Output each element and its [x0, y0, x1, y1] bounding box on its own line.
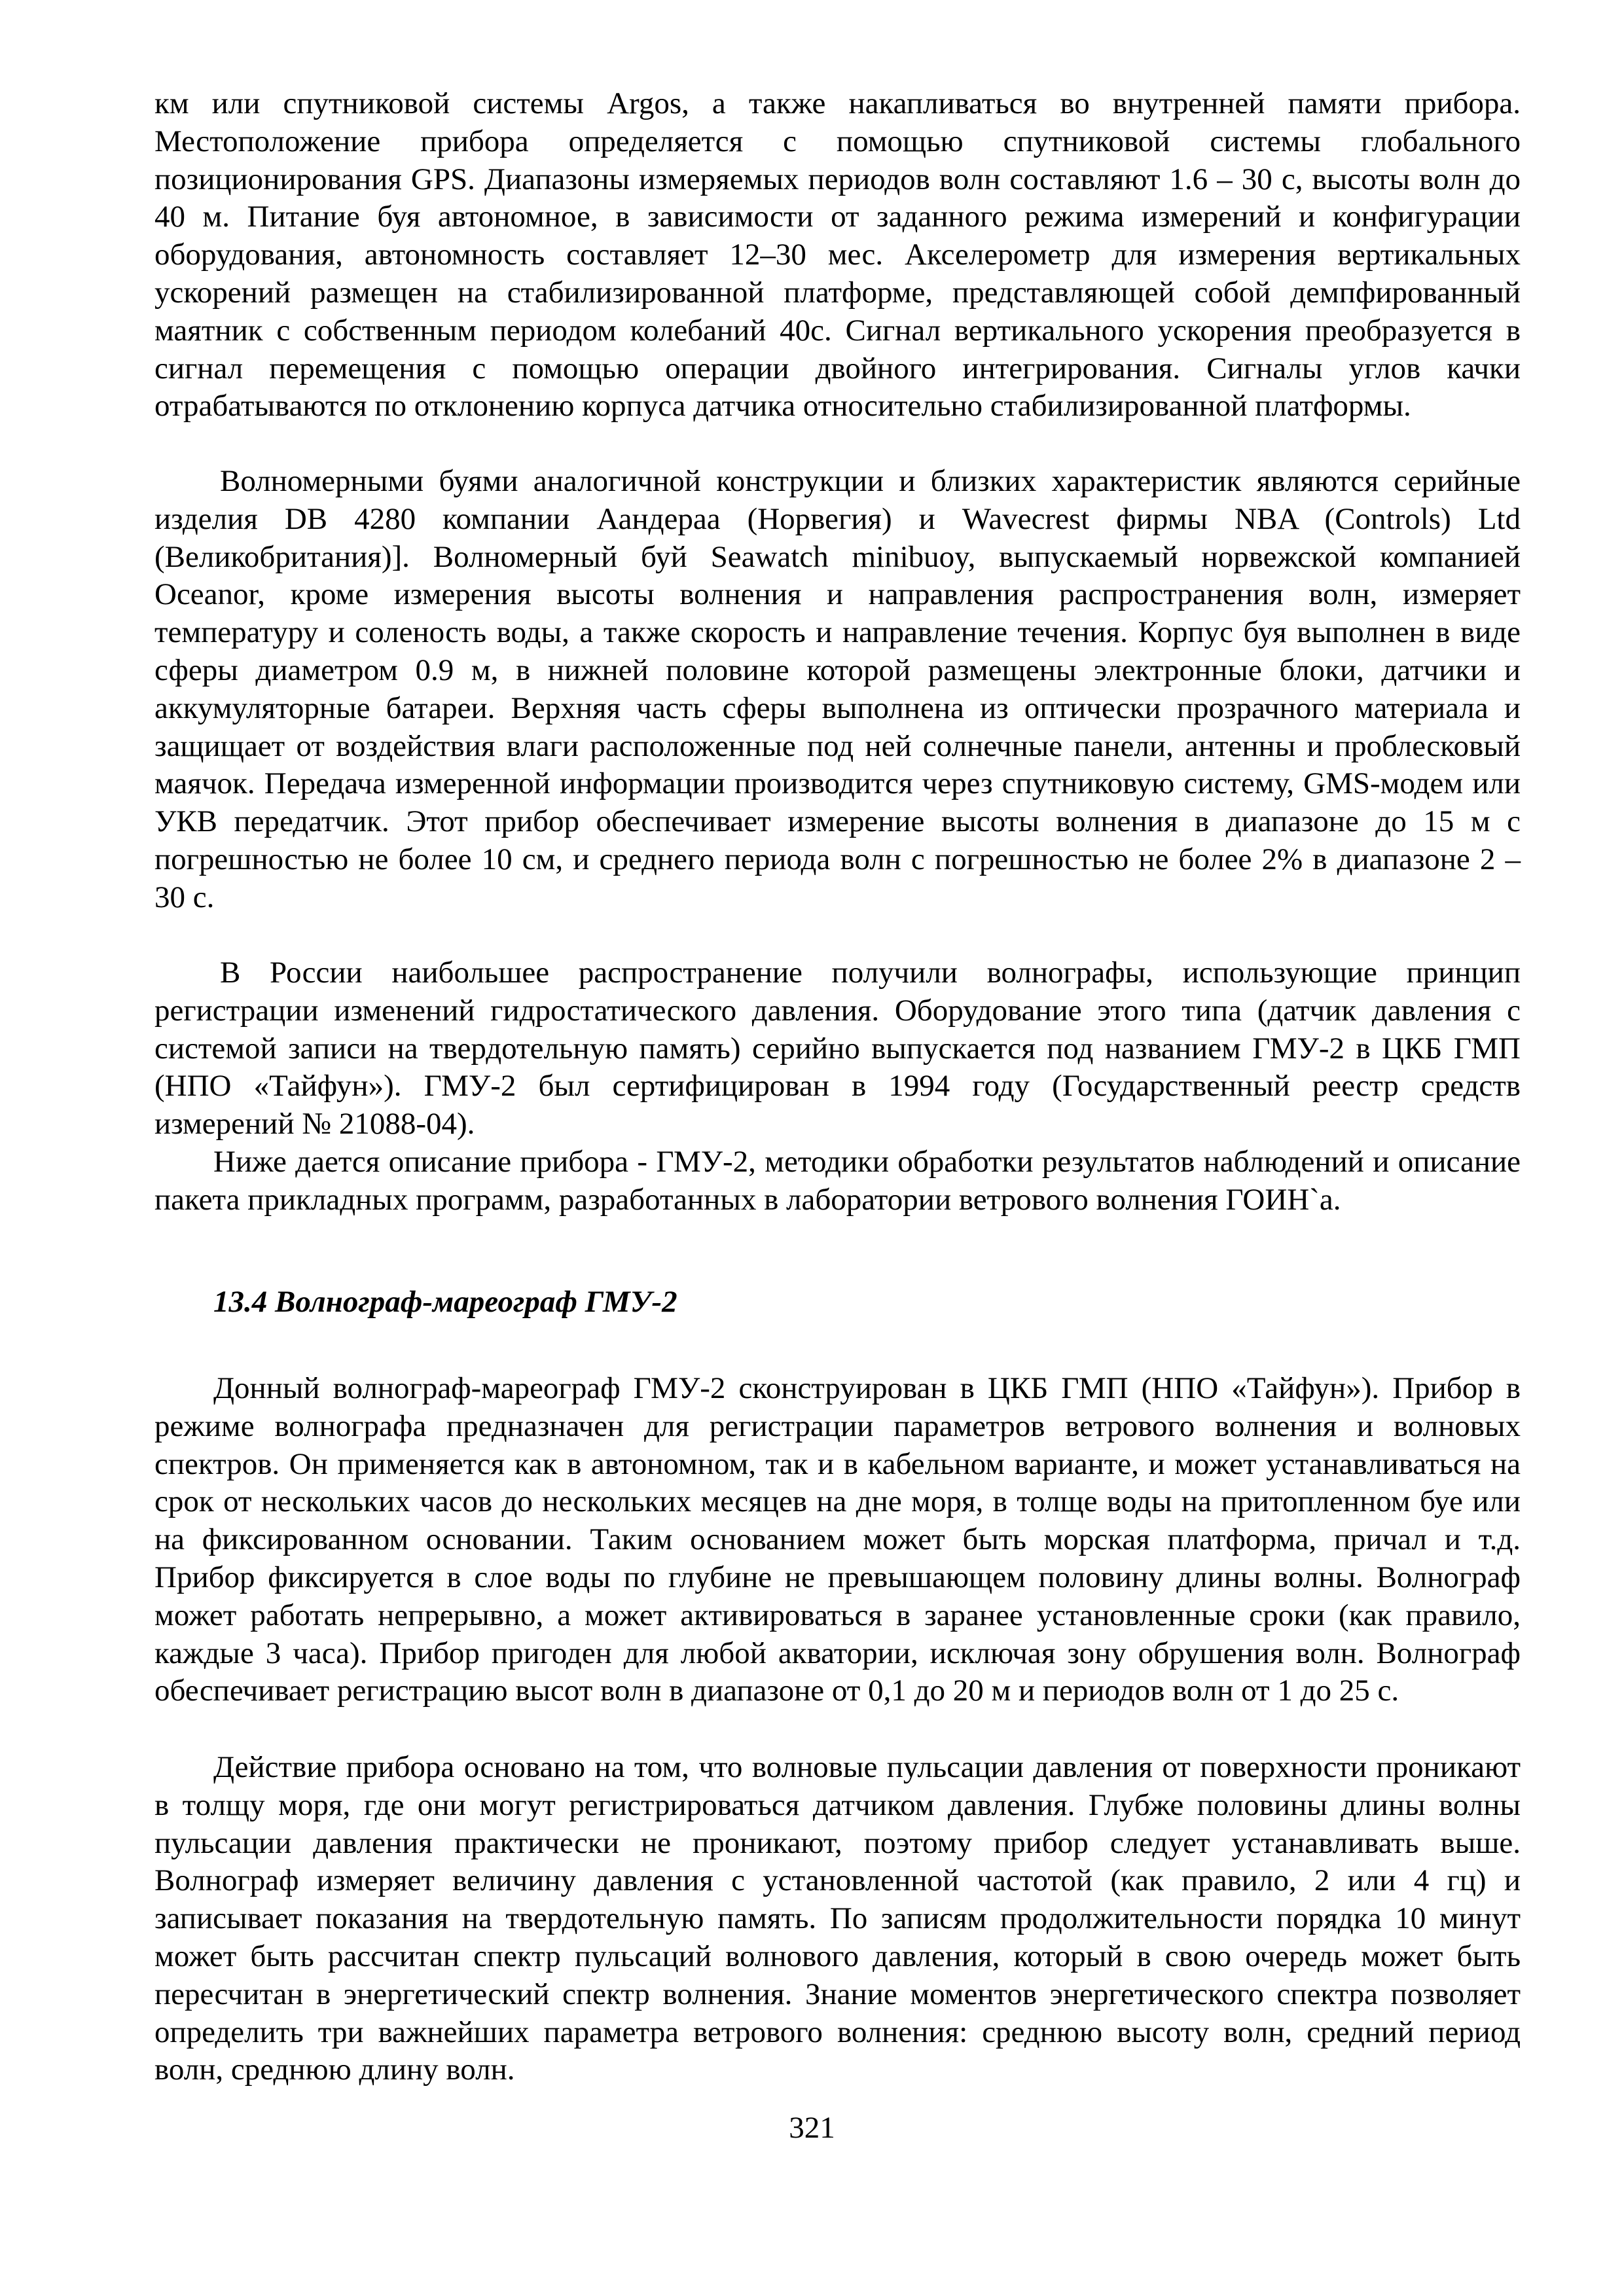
paragraph-wave-buoys-analogues: Волномерными буями аналогичной конструкции и близких характеристик являются серийные изделия DB 4280 компании Аандераа (Норвегия) и Wavecrest фирмы NBA (Controls) Ltd (Великобритания)]. Волномерный буй Seawatch minibuoy, выпускаемый норвежской компанией Oceanor, кроме измерения высоты волнения и направления распространения волн, измеряет температуру и соленость воды, а также скорость и направление течения. Корпус буя выполнен в виде сферы диаметром 0.9 м, в нижней половине которой размещены электронные блоки, датчики и аккумуляторные батареи. Верхняя часть сферы выполнена из оптически прозрачного материала и защищает от воздействия влаги расположенные под ней солнечные панели, антенны и проблесковый маячок. Передача измеренной информации производится через спутниковую систему, GMS-модем или УКВ передатчик. Этот прибор обеспечивает измерение высоты волнения в диапазоне до 15 м с погрешностью не более 10 см, и среднего периода волн с погрешностью не более 2% в диапазоне 2 – 30 с.	[154, 464, 1521, 914]
paragraph-gmu2-intro: Ниже дается описание прибора - ГМУ-2, методики обработки результатов наблюдений и описание пакета прикладных программ, разработанных в лаборатории ветрового волнения ГОИН`а.	[154, 1145, 1521, 1217]
section-heading: 13.4 Волнограф-мареограф ГМУ-2	[213, 1285, 677, 1319]
page-number: 321	[789, 2111, 835, 2145]
paragraph-operating-principle: Действие прибора основано на том, что волновые пульсации давления от поверхности проникают в толщу моря, где они могут регистрироваться датчиком давления. Глубже половины длины волны пульсации давления практически не проникают, поэтому прибор следует устанавливать выше. Волнограф измеряет величину давления с установленной частотой (как правило, 2 или 4 гц) и записывает показания на твердотельную память. По записям продолжительности порядка 10 минут может быть рассчитан спектр пульсаций волнового давления, который в свою очередь может быть пересчитан в энергетический спектр волнения. Знание моментов энергетического спектра позволяет определить три важнейших параметра ветрового волнения: среднюю высоту волн, средний период волн, среднюю длину волн.	[154, 1750, 1521, 2087]
paragraph-russia-wavegraphs: В России наибольшее распространение получили волнографы, использующие принцип регистрации изменений гидростатического давления. Оборудование этого типа (датчик давления с системой записи на твердотельную память) серийно выпускается под названием ГМУ-2 в ЦКБ ГМП (НПО «Тайфун»). ГМУ-2 был сертифицирован в 1994 году (Государственный реестр средств измерений № 21088-04).	[154, 956, 1521, 1141]
paragraph-gmu2-description: Донный волнограф-мареограф ГМУ-2 сконструирован в ЦКБ ГМП (НПО «Тайфун»). Прибор в режиме волнографа предназначен для регистрации параметров ветрового волнения и волновых спектров. Он применяется как в автономном, так и в кабельном варианте, и может устанавливаться на срок от нескольких часов до нескольких месяцев на дне моря, в толще воды на притопленном буе или на фиксированном основании. Таким основанием может быть морская платформа, причал и т.д. Прибор фиксируется в слое воды по глубине не превышающем половину длины волны. Волнограф может работать непрерывно, а может активироваться в заранее установленные сроки (как правило, каждые 3 часа). Прибор пригоден для любой акватории, исключая зону обрушения волн. Волнограф обеспечивает регистрацию высот волн в диапазоне от 0,1 до 20 м и периодов волн от 1 до 25 с.	[154, 1371, 1521, 1708]
paragraph-argos-buoy-description: км или спутниковой системы Argos, а также накапливаться во внутренней памяти прибора. Местоположение прибора определяется с помощью спутниковой системы глобального позиционирования GPS. Диапазоны измеряемых периодов волн составляют 1.6 – 30 с, высоты волн до 40 м. Питание буя автономное, в зависимости от заданного режима измерений и конфигурации оборудования, автономность составляет 12–30 мес. Акселерометр для измерения вертикальных ускорений размещен на стабилизированной платформе, представляющей собой демпфированный маятник с собственным периодом колебаний 40с. Сигнал вертикального ускорения преобразуется в сигнал перемещения с помощью операции двойного интегрирования. Сигналы углов качки отрабатываются по отклонению корпуса датчика относительно стабилизированной платформы.	[154, 86, 1521, 423]
